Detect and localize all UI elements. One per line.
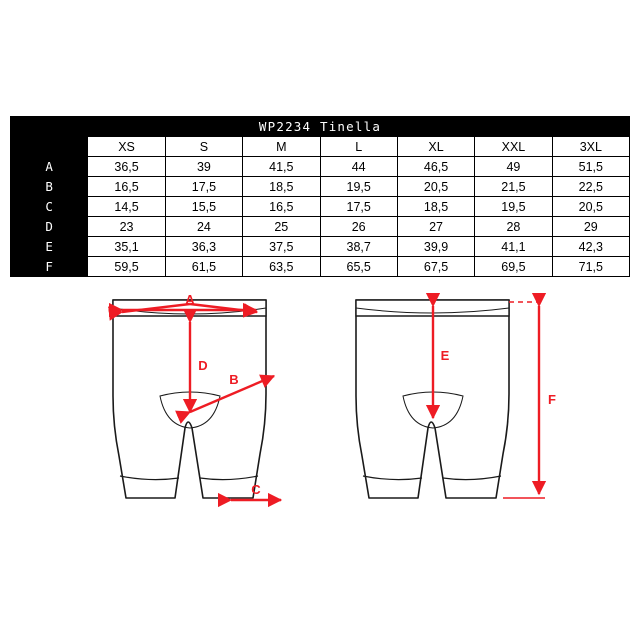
column-header-xs: XS bbox=[88, 137, 165, 157]
column-header-l: L bbox=[320, 137, 397, 157]
cell-f-m: 63,5 bbox=[243, 257, 320, 277]
cell-a-xs: 36,5 bbox=[88, 157, 165, 177]
measure-label-D: D bbox=[198, 358, 208, 373]
cell-a-xxl: 49 bbox=[475, 157, 552, 177]
measure-label-E: E bbox=[440, 348, 450, 363]
cell-d-3xl: 29 bbox=[552, 217, 629, 237]
cell-e-m: 37,5 bbox=[243, 237, 320, 257]
cell-b-l: 19,5 bbox=[320, 177, 397, 197]
size-table-container bbox=[10, 116, 630, 277]
cell-d-xs: 23 bbox=[88, 217, 165, 237]
cell-e-xs: 35,1 bbox=[88, 237, 165, 257]
cell-f-s: 61,5 bbox=[165, 257, 242, 277]
measure-label-B: B bbox=[229, 372, 239, 387]
column-header-xl: XL bbox=[397, 137, 474, 157]
cell-a-m: 41,5 bbox=[243, 157, 320, 177]
cell-e-3xl: 42,3 bbox=[552, 237, 629, 257]
column-header-s: S bbox=[165, 137, 242, 157]
measure-arrow-F bbox=[503, 302, 556, 498]
cell-a-xl: 46,5 bbox=[397, 157, 474, 177]
row-label-c: C bbox=[11, 197, 88, 217]
cell-a-l: 44 bbox=[320, 157, 397, 177]
cell-e-xxl: 41,1 bbox=[475, 237, 552, 257]
column-header-3xl: 3XL bbox=[552, 137, 629, 157]
cell-c-3xl: 20,5 bbox=[552, 197, 629, 217]
row-label-b: B bbox=[11, 177, 88, 197]
table-row bbox=[11, 237, 630, 257]
size-table bbox=[10, 116, 630, 277]
table-row bbox=[11, 197, 630, 217]
cell-f-xl: 67,5 bbox=[397, 257, 474, 277]
table-corner-cell bbox=[11, 137, 88, 157]
cell-c-xxl: 19,5 bbox=[475, 197, 552, 217]
cell-c-l: 17,5 bbox=[320, 197, 397, 217]
table-row bbox=[11, 157, 630, 177]
cell-b-xl: 20,5 bbox=[397, 177, 474, 197]
cell-d-s: 24 bbox=[165, 217, 242, 237]
row-label-d: D bbox=[11, 217, 88, 237]
cell-c-xl: 18,5 bbox=[397, 197, 474, 217]
table-title-row bbox=[11, 117, 630, 137]
table-row bbox=[11, 177, 630, 197]
cell-a-3xl: 51,5 bbox=[552, 157, 629, 177]
cell-b-3xl: 22,5 bbox=[552, 177, 629, 197]
column-header-xxl: XXL bbox=[475, 137, 552, 157]
table-title: WP2234 Tinella bbox=[11, 117, 630, 137]
table-header-row bbox=[11, 137, 630, 157]
row-label-f: F bbox=[11, 257, 88, 277]
cell-e-s: 36,3 bbox=[165, 237, 242, 257]
cell-c-m: 16,5 bbox=[243, 197, 320, 217]
cell-d-xxl: 28 bbox=[475, 217, 552, 237]
row-label-e: E bbox=[11, 237, 88, 257]
measurement-diagram bbox=[0, 276, 640, 536]
measure-label-A: A bbox=[185, 292, 195, 307]
table-row bbox=[11, 217, 630, 237]
cell-a-s: 39 bbox=[165, 157, 242, 177]
cell-f-l: 65,5 bbox=[320, 257, 397, 277]
column-header-m: M bbox=[243, 137, 320, 157]
cell-f-xs: 59,5 bbox=[88, 257, 165, 277]
cell-d-m: 25 bbox=[243, 217, 320, 237]
row-label-a: A bbox=[11, 157, 88, 177]
cell-e-xl: 39,9 bbox=[397, 237, 474, 257]
cell-b-s: 17,5 bbox=[165, 177, 242, 197]
cell-b-xs: 16,5 bbox=[88, 177, 165, 197]
table-row bbox=[11, 257, 630, 277]
cell-d-l: 26 bbox=[320, 217, 397, 237]
cell-f-3xl: 71,5 bbox=[552, 257, 629, 277]
cell-b-xxl: 21,5 bbox=[475, 177, 552, 197]
cell-f-xxl: 69,5 bbox=[475, 257, 552, 277]
cell-b-m: 18,5 bbox=[243, 177, 320, 197]
cell-c-s: 15,5 bbox=[165, 197, 242, 217]
measure-label-C: C bbox=[251, 482, 261, 497]
cell-e-l: 38,7 bbox=[320, 237, 397, 257]
cell-c-xs: 14,5 bbox=[88, 197, 165, 217]
cell-d-xl: 27 bbox=[397, 217, 474, 237]
measure-label-F: F bbox=[548, 392, 556, 407]
